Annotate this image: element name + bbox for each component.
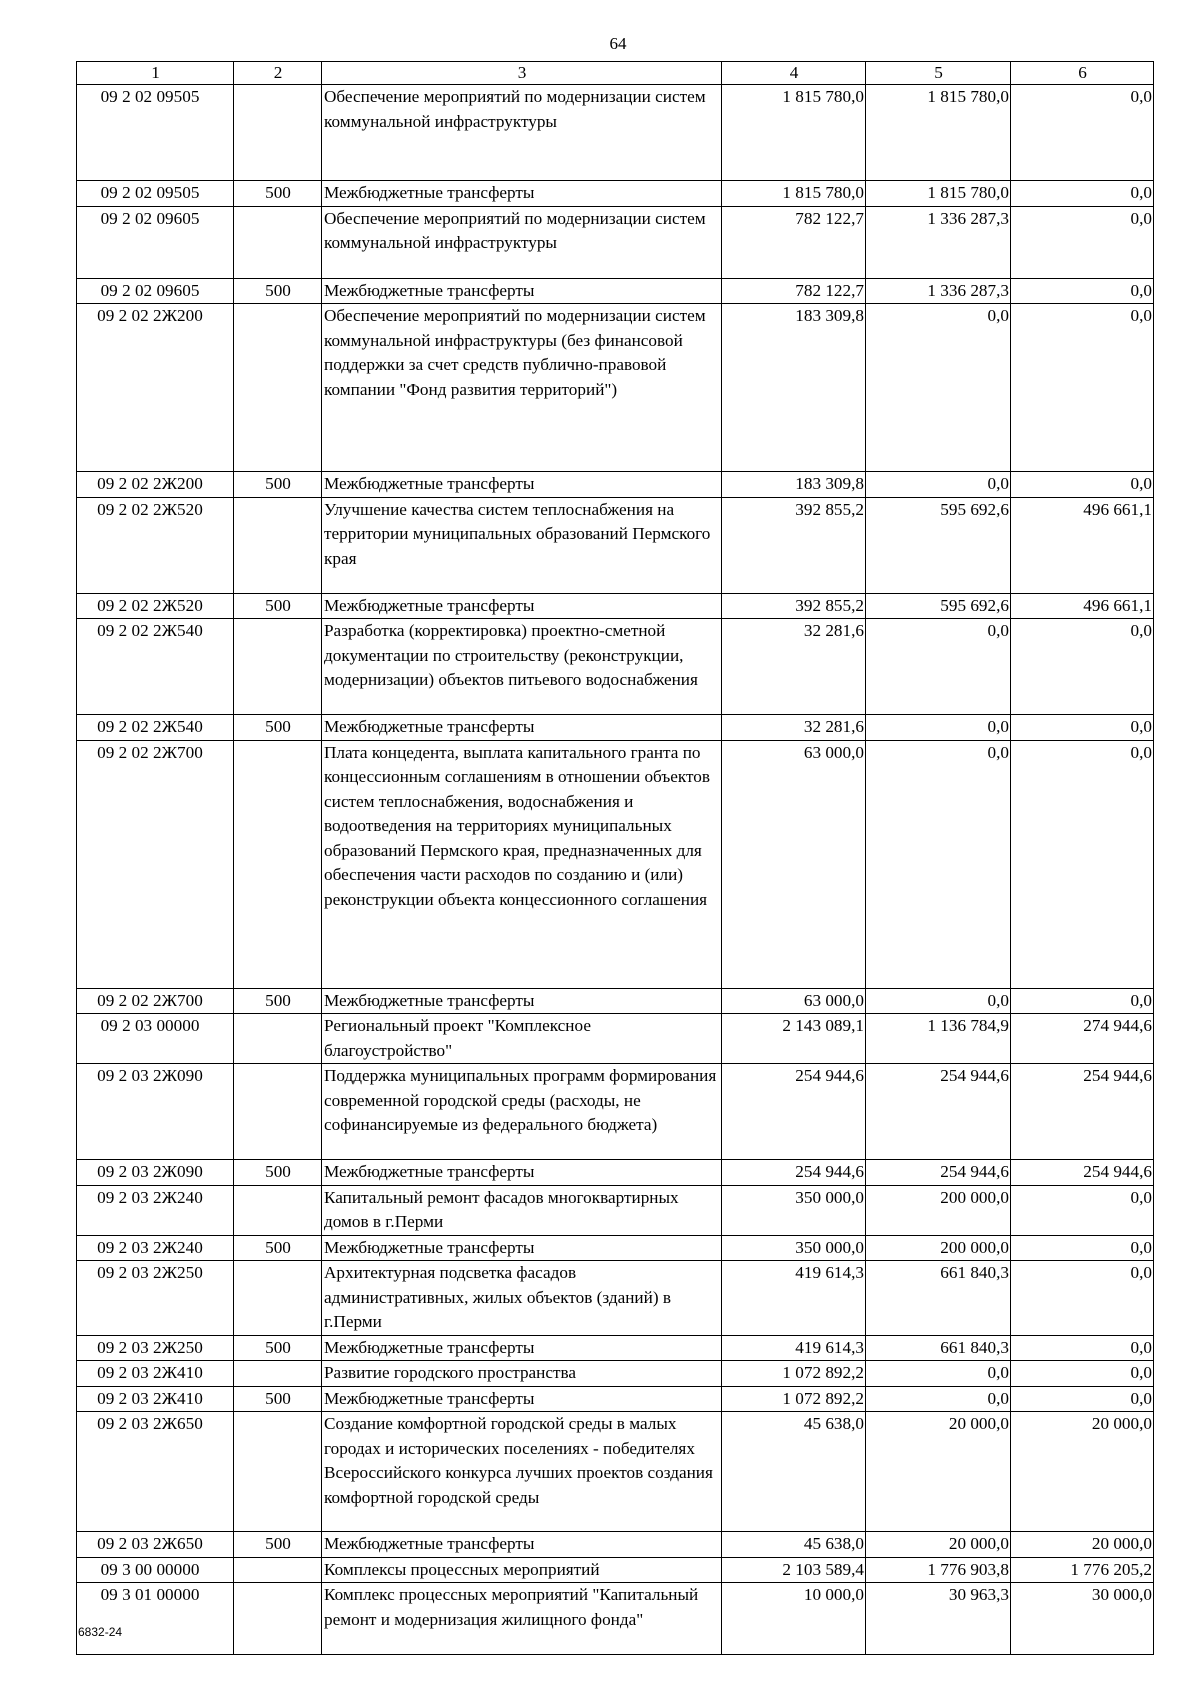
table-row: [77, 1583, 1154, 1655]
cell-value-5: 1 136 784,9: [866, 1014, 1011, 1064]
table-row: [77, 497, 1154, 593]
cell-type: 500: [234, 1235, 322, 1261]
cell-code: 09 2 03 2Ж650: [77, 1532, 234, 1558]
cell-name: Межбюджетные трансферты: [322, 593, 722, 619]
cell-code: 09 2 03 00000: [77, 1014, 234, 1064]
cell-value-4: 63 000,0: [722, 988, 866, 1014]
cell-value-5: 0,0: [866, 1386, 1011, 1412]
table-row: [77, 1532, 1154, 1558]
cell-code: 09 2 02 2Ж520: [77, 497, 234, 593]
cell-value-6: 20 000,0: [1011, 1412, 1154, 1532]
column-header: 3: [322, 62, 722, 85]
cell-value-4: 350 000,0: [722, 1235, 866, 1261]
cell-type: [234, 1557, 322, 1583]
cell-name: Поддержка муниципальных программ формирования современной городской среды (расходы, не софинансируемые из федерального бюджета): [322, 1064, 722, 1160]
cell-value-5: 1 776 903,8: [866, 1557, 1011, 1583]
cell-code: 09 2 03 2Ж250: [77, 1261, 234, 1336]
cell-type: [234, 497, 322, 593]
cell-value-5: 20 000,0: [866, 1412, 1011, 1532]
cell-type: 500: [234, 278, 322, 304]
cell-code: 09 2 02 2Ж540: [77, 619, 234, 715]
cell-value-4: 45 638,0: [722, 1532, 866, 1558]
cell-name: Межбюджетные трансферты: [322, 1386, 722, 1412]
column-header: 5: [866, 62, 1011, 85]
cell-type: 500: [234, 1160, 322, 1186]
cell-code: 09 2 02 09505: [77, 181, 234, 207]
cell-code: 09 2 03 2Ж250: [77, 1335, 234, 1361]
cell-name: Межбюджетные трансферты: [322, 1532, 722, 1558]
cell-value-4: 32 281,6: [722, 619, 866, 715]
cell-value-6: 0,0: [1011, 1335, 1154, 1361]
cell-type: 500: [234, 1386, 322, 1412]
cell-type: [234, 1412, 322, 1532]
cell-code: 09 2 03 2Ж240: [77, 1185, 234, 1235]
cell-value-5: 0,0: [866, 619, 1011, 715]
table-row: [77, 1064, 1154, 1160]
cell-value-5: 1 336 287,3: [866, 206, 1011, 278]
cell-code: 09 2 02 2Ж200: [77, 472, 234, 498]
column-header: 4: [722, 62, 866, 85]
cell-type: 500: [234, 1532, 322, 1558]
cell-code: 09 2 03 2Ж410: [77, 1361, 234, 1387]
cell-name: Межбюджетные трансферты: [322, 988, 722, 1014]
cell-type: 500: [234, 181, 322, 207]
cell-value-4: 782 122,7: [722, 278, 866, 304]
cell-value-6: 0,0: [1011, 206, 1154, 278]
cell-name: Улучшение качества систем теплоснабжения на территории муниципальных образований Пермского края: [322, 497, 722, 593]
cell-value-4: 782 122,7: [722, 206, 866, 278]
cell-code: 09 2 02 09605: [77, 206, 234, 278]
cell-code: 09 3 00 00000: [77, 1557, 234, 1583]
cell-value-5: 254 944,6: [866, 1160, 1011, 1186]
table-row: [77, 304, 1154, 472]
table-row: [77, 278, 1154, 304]
cell-code: 09 2 02 2Ж700: [77, 740, 234, 988]
table-row: [77, 740, 1154, 988]
cell-name: Межбюджетные трансферты: [322, 1235, 722, 1261]
cell-value-5: 0,0: [866, 740, 1011, 988]
cell-value-6: 1 776 205,2: [1011, 1557, 1154, 1583]
cell-type: 500: [234, 715, 322, 741]
cell-value-4: 392 855,2: [722, 593, 866, 619]
cell-type: [234, 206, 322, 278]
cell-value-4: 63 000,0: [722, 740, 866, 988]
cell-value-5: 0,0: [866, 472, 1011, 498]
cell-type: [234, 85, 322, 181]
cell-value-6: 274 944,6: [1011, 1014, 1154, 1064]
cell-value-5: 595 692,6: [866, 497, 1011, 593]
table-row: [77, 206, 1154, 278]
cell-value-5: 254 944,6: [866, 1064, 1011, 1160]
cell-code: 09 3 01 00000: [77, 1583, 234, 1655]
cell-value-4: 183 309,8: [722, 304, 866, 472]
cell-value-6: 0,0: [1011, 715, 1154, 741]
cell-value-4: 392 855,2: [722, 497, 866, 593]
cell-value-5: 200 000,0: [866, 1185, 1011, 1235]
cell-type: [234, 740, 322, 988]
cell-value-4: 419 614,3: [722, 1335, 866, 1361]
header-row: [77, 62, 1154, 85]
cell-name: Обеспечение мероприятий по модернизации систем коммунальной инфраструктуры (без финансовой поддержки за счет средств публично-правовой компании "Фонд развития территорий"): [322, 304, 722, 472]
budget-table: [76, 61, 1154, 1655]
document-code: 6832-24: [78, 1625, 123, 1639]
cell-code: 09 2 02 2Ж540: [77, 715, 234, 741]
cell-type: [234, 1261, 322, 1336]
cell-name: Межбюджетные трансферты: [322, 1160, 722, 1186]
cell-code: 09 2 02 2Ж700: [77, 988, 234, 1014]
cell-value-6: 0,0: [1011, 1361, 1154, 1387]
cell-value-4: 1 072 892,2: [722, 1361, 866, 1387]
cell-name: Плата концедента, выплата капитального гранта по концессионным соглашениям в отношении объектов систем теплоснабжения, водоснабжения и водоотведения на территориях муниципальных образований Пермского края, предназначенных для обеспечения части расходов по созданию и (или) реконструкции объекта концессионного соглашения: [322, 740, 722, 988]
cell-value-5: 200 000,0: [866, 1235, 1011, 1261]
cell-name: Межбюджетные трансферты: [322, 472, 722, 498]
cell-type: 500: [234, 988, 322, 1014]
cell-value-4: 1 815 780,0: [722, 181, 866, 207]
cell-value-6: 0,0: [1011, 278, 1154, 304]
cell-value-6: 0,0: [1011, 988, 1154, 1014]
cell-code: 09 2 02 09605: [77, 278, 234, 304]
cell-name: Обеспечение мероприятий по модернизации систем коммунальной инфраструктуры: [322, 85, 722, 181]
cell-type: 500: [234, 593, 322, 619]
table-row: [77, 1557, 1154, 1583]
cell-name: Разработка (корректировка) проектно-сметной документации по строительству (реконструкции, модернизации) объектов питьевого водоснабжения: [322, 619, 722, 715]
page-number: 64: [609, 34, 627, 53]
cell-value-6: 0,0: [1011, 1185, 1154, 1235]
cell-type: [234, 619, 322, 715]
cell-name: Развитие городского пространства: [322, 1361, 722, 1387]
table-row: [77, 1235, 1154, 1261]
cell-code: 09 2 02 2Ж520: [77, 593, 234, 619]
cell-value-6: 0,0: [1011, 740, 1154, 988]
cell-name: Капитальный ремонт фасадов многоквартирных домов в г.Перми: [322, 1185, 722, 1235]
table-row: [77, 619, 1154, 715]
cell-code: 09 2 03 2Ж090: [77, 1064, 234, 1160]
table-row: [77, 1412, 1154, 1532]
cell-value-4: 32 281,6: [722, 715, 866, 741]
cell-value-5: 661 840,3: [866, 1261, 1011, 1336]
table-row: [77, 715, 1154, 741]
cell-value-4: 1 815 780,0: [722, 85, 866, 181]
table-row: [77, 85, 1154, 181]
cell-value-6: 254 944,6: [1011, 1160, 1154, 1186]
cell-name: Создание комфортной городской среды в малых городах и исторических поселениях - победителях Всероссийского конкурса лучших проектов создания комфортной городской среды: [322, 1412, 722, 1532]
cell-type: 500: [234, 472, 322, 498]
cell-type: [234, 304, 322, 472]
cell-value-4: 254 944,6: [722, 1064, 866, 1160]
cell-value-5: 0,0: [866, 304, 1011, 472]
cell-code: 09 2 02 2Ж200: [77, 304, 234, 472]
table-row: [77, 472, 1154, 498]
column-header: 6: [1011, 62, 1154, 85]
table-row: [77, 1261, 1154, 1336]
cell-value-6: 496 661,1: [1011, 497, 1154, 593]
cell-value-4: 183 309,8: [722, 472, 866, 498]
cell-name: Региональный проект "Комплексное благоустройство": [322, 1014, 722, 1064]
cell-value-4: 419 614,3: [722, 1261, 866, 1336]
cell-name: Обеспечение мероприятий по модернизации систем коммунальной инфраструктуры: [322, 206, 722, 278]
table-body: [77, 85, 1154, 1655]
cell-name: Межбюджетные трансферты: [322, 1335, 722, 1361]
cell-value-5: 0,0: [866, 988, 1011, 1014]
cell-value-6: 496 661,1: [1011, 593, 1154, 619]
cell-value-6: 0,0: [1011, 1386, 1154, 1412]
cell-name: Комплексы процессных мероприятий: [322, 1557, 722, 1583]
cell-name: Комплекс процессных мероприятий "Капитальный ремонт и модернизация жилищного фонда": [322, 1583, 722, 1655]
cell-type: [234, 1064, 322, 1160]
column-header: 2: [234, 62, 322, 85]
table-row: [77, 593, 1154, 619]
column-header: 1: [77, 62, 234, 85]
cell-code: 09 2 03 2Ж090: [77, 1160, 234, 1186]
cell-value-4: 1 072 892,2: [722, 1386, 866, 1412]
table-row: [77, 988, 1154, 1014]
cell-type: [234, 1014, 322, 1064]
cell-value-4: 10 000,0: [722, 1583, 866, 1655]
cell-value-5: 661 840,3: [866, 1335, 1011, 1361]
table-row: [77, 1014, 1154, 1064]
cell-value-4: 350 000,0: [722, 1185, 866, 1235]
cell-value-6: 0,0: [1011, 472, 1154, 498]
table-row: [77, 181, 1154, 207]
cell-value-5: 20 000,0: [866, 1532, 1011, 1558]
cell-value-6: 254 944,6: [1011, 1064, 1154, 1160]
cell-name: Межбюджетные трансферты: [322, 278, 722, 304]
cell-name: Архитектурная подсветка фасадов административных, жилых объектов (зданий) в г.Перми: [322, 1261, 722, 1336]
cell-code: 09 2 03 2Ж650: [77, 1412, 234, 1532]
cell-value-4: 2 143 089,1: [722, 1014, 866, 1064]
cell-value-6: 0,0: [1011, 1261, 1154, 1336]
cell-type: [234, 1583, 322, 1655]
cell-value-4: 45 638,0: [722, 1412, 866, 1532]
cell-value-4: 254 944,6: [722, 1160, 866, 1186]
cell-code: 09 2 03 2Ж240: [77, 1235, 234, 1261]
cell-name: Межбюджетные трансферты: [322, 181, 722, 207]
cell-value-6: 30 000,0: [1011, 1583, 1154, 1655]
table-row: [77, 1361, 1154, 1387]
table-row: [77, 1185, 1154, 1235]
cell-value-5: 0,0: [866, 1361, 1011, 1387]
cell-code: 09 2 03 2Ж410: [77, 1386, 234, 1412]
table-row: [77, 1386, 1154, 1412]
table-row: [77, 1160, 1154, 1186]
cell-value-6: 0,0: [1011, 1235, 1154, 1261]
cell-value-5: 30 963,3: [866, 1583, 1011, 1655]
cell-value-6: 0,0: [1011, 619, 1154, 715]
cell-code: 09 2 02 09505: [77, 85, 234, 181]
cell-type: [234, 1185, 322, 1235]
cell-value-5: 595 692,6: [866, 593, 1011, 619]
cell-value-6: 0,0: [1011, 85, 1154, 181]
table-row: [77, 1335, 1154, 1361]
cell-value-5: 0,0: [866, 715, 1011, 741]
cell-name: Межбюджетные трансферты: [322, 715, 722, 741]
cell-value-6: 0,0: [1011, 304, 1154, 472]
cell-value-6: 0,0: [1011, 181, 1154, 207]
cell-value-6: 20 000,0: [1011, 1532, 1154, 1558]
cell-type: [234, 1361, 322, 1387]
cell-value-5: 1 815 780,0: [866, 181, 1011, 207]
cell-type: 500: [234, 1335, 322, 1361]
cell-value-5: 1 815 780,0: [866, 85, 1011, 181]
cell-value-4: 2 103 589,4: [722, 1557, 866, 1583]
cell-value-5: 1 336 287,3: [866, 278, 1011, 304]
